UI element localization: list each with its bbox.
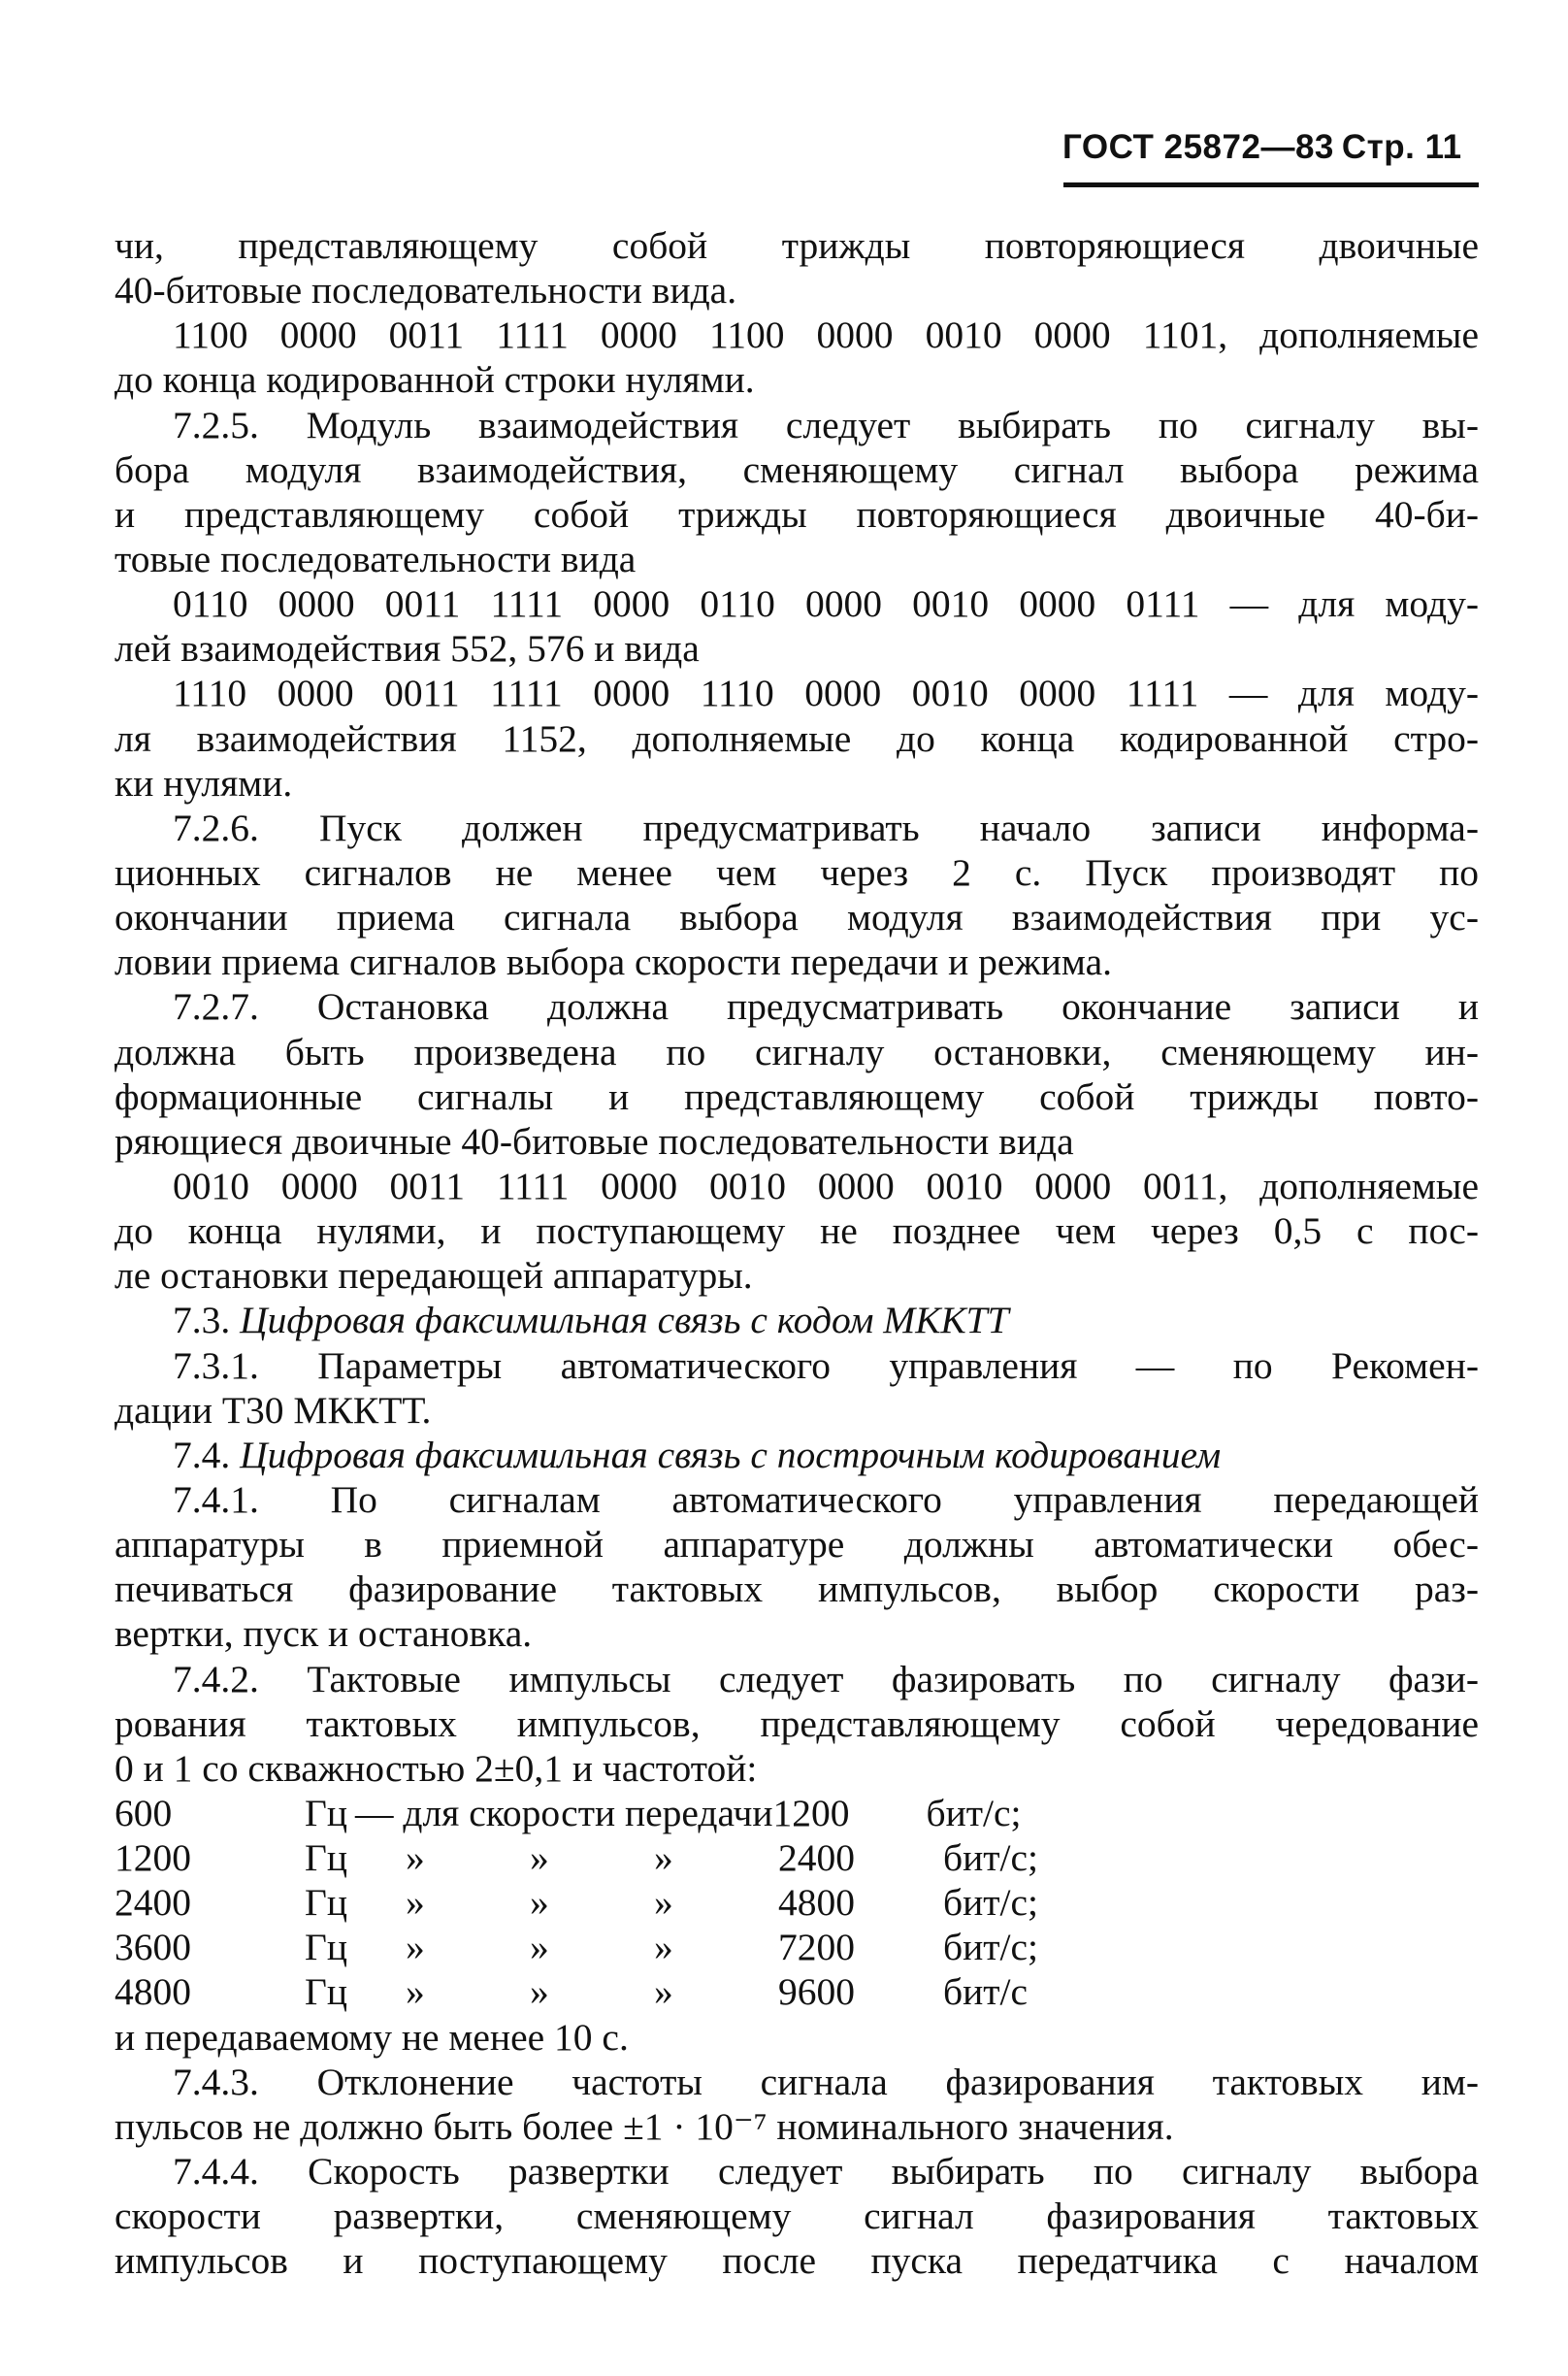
frequency-value: 3600: [114, 1926, 191, 1969]
section-7-2-5: 7.2.5. Модуль взаимодействия следует выбирать по сигналу вы-: [173, 403, 1479, 446]
text-line: ловии приема сигналов выбора скорости передачи и режима.: [114, 940, 1113, 984]
frequency-unit: Гц: [305, 1926, 347, 1969]
page-number: Стр. 11: [1341, 128, 1462, 166]
binary-sequence-line: 1100 0000 0011 1111 0000 1100 0000 0010 0000 1101, дополняемые: [173, 314, 1479, 357]
frequency-value: 1200: [114, 1836, 191, 1880]
frequency-unit: Гц: [305, 1970, 347, 2014]
ditto-mark: »: [530, 1836, 549, 1880]
ditto-mark: »: [406, 1970, 425, 2014]
table-row: [114, 1791, 1479, 1835]
header-rule: [1063, 182, 1479, 187]
standard-number: ГОСТ 25872—83: [1062, 128, 1334, 166]
ditto-mark: »: [654, 1881, 673, 1925]
text-line: печиваться фазирование тактовых импульсов, выбор скорости раз-: [114, 1568, 1479, 1611]
ditto-mark: »: [530, 1881, 549, 1925]
text-line: бора модуля взаимодействия, сменяющему сигнал выбора режима: [114, 447, 1479, 491]
frequency-value: 600: [114, 1791, 173, 1834]
ditto-mark: »: [654, 1836, 673, 1880]
ditto-mark: »: [406, 1836, 425, 1880]
section-7-4-2: 7.4.2. Тактовые импульсы следует фазировать по сигналу фази-: [173, 1657, 1479, 1700]
text-line: товые последовательности вида: [114, 537, 637, 580]
ditto-mark: »: [654, 1926, 673, 1969]
rate-unit: бит/с;: [943, 1836, 1038, 1880]
frequency-unit: Гц: [305, 1791, 347, 1834]
text-line: до конца кодированной строки нулями.: [114, 358, 755, 402]
text-line: импульсов и поступающему после пуска передатчика с началом: [114, 2239, 1479, 2283]
body-text: [114, 223, 1479, 2283]
ditto-mark: »: [530, 1926, 549, 1969]
text-line: формационные сигналы и представляющему собой трижды повто-: [114, 1074, 1479, 1118]
rate-unit: бит/с;: [926, 1791, 1022, 1834]
text-line: окончании приема сигнала выбора модуля взаимодействия при ус-: [114, 896, 1479, 940]
text-line: дации Т30 МККТТ.: [114, 1388, 432, 1432]
section-number: 7.3.: [173, 1299, 231, 1342]
text-line: ционных сигналов не менее чем через 2 с. Пуск производят по: [114, 850, 1479, 894]
rate-value: 2400: [778, 1836, 855, 1880]
ditto-mark: »: [406, 1926, 425, 1969]
frequency-unit: Гц: [305, 1836, 347, 1880]
binary-sequence-line: 0110 0000 0011 1111 0000 0110 0000 0010 0000 0111 — для моду-: [173, 582, 1479, 626]
frequency-value: 4800: [114, 1970, 191, 2014]
section-7-2-7: 7.2.7. Остановка должна предусматривать окончание записи и: [173, 985, 1479, 1029]
text-line: и представляющему собой трижды повторяющиеся двоичные 40-би-: [114, 492, 1479, 536]
text-line: чи, представляющему собой трижды повторяющиеся двоичные: [114, 224, 1479, 267]
text-line: 0 и 1 со скважностью 2±0,1 и частотой:: [114, 1746, 758, 1790]
rate-value: 7200: [778, 1926, 855, 1969]
frequency-table: [114, 1791, 1479, 2015]
text-line: рования тактовых импульсов, представляющему собой чередование: [114, 1701, 1479, 1745]
rate-value: 1200: [772, 1791, 850, 1834]
page-header: [1062, 128, 1462, 167]
section-title: Цифровая факсимильная связь с построчным кодированием: [240, 1433, 1222, 1476]
text-line: ки нулями.: [114, 761, 293, 805]
rate-value: 9600: [778, 1970, 855, 2014]
rate-value: 4800: [778, 1881, 855, 1925]
section-7-4-heading: [114, 1433, 1479, 1477]
table-row: [114, 1880, 1479, 1925]
table-row: [114, 1835, 1479, 1880]
rate-unit: бит/с;: [943, 1926, 1038, 1969]
section-number: 7.4.: [173, 1433, 231, 1476]
text-line: аппаратуры в приемной аппаратуре должны автоматически обес-: [114, 1523, 1479, 1567]
rate-unit: бит/с: [943, 1970, 1029, 2014]
text-line: и передаваемому не менее 10 с.: [114, 2015, 629, 2059]
text-line: до конца нулями, и поступающему не позднее чем через 0,5 с пос-: [114, 1209, 1479, 1253]
section-7-4-4: 7.4.4. Скорость развертки следует выбирать по сигналу выбора: [173, 2150, 1479, 2194]
text-line: должна быть произведена по сигналу остановки, сменяющему ин-: [114, 1030, 1479, 1073]
ditto-mark: »: [654, 1970, 673, 2014]
text-line: ряющиеся двоичные 40-битовые последовательности вида: [114, 1119, 1074, 1163]
frequency-unit: Гц: [305, 1881, 347, 1925]
text-line: лей взаимодействия 552, 576 и вида: [114, 627, 700, 671]
text-line: вертки, пуск и остановка.: [114, 1612, 533, 1656]
text-line: ля взаимодействия 1152, дополняемые до конца кодированной стро-: [114, 716, 1479, 760]
rate-description: — для скорости передачи: [354, 1791, 773, 1834]
ditto-mark: »: [530, 1970, 549, 2014]
section-7-4-1: 7.4.1. По сигналам автоматического управления передающей: [173, 1477, 1479, 1521]
section-title: Цифровая факсимильная связь с кодом МККТТ: [240, 1299, 1009, 1342]
section-7-2-6: 7.2.6. Пуск должен предусматривать начало записи информа-: [173, 806, 1479, 849]
frequency-value: 2400: [114, 1881, 191, 1925]
section-7-3-heading: [114, 1298, 1479, 1342]
section-7-3-1: 7.3.1. Параметры автоматического управления — по Рекомен-: [173, 1343, 1479, 1387]
text-line: пульсов не должно быть более ±1 · 10⁻⁷ номинального значения.: [114, 2104, 1174, 2148]
binary-sequence-line: 1110 0000 0011 1111 0000 1110 0000 0010 0000 1111 — для моду-: [173, 672, 1479, 715]
rate-unit: бит/с;: [943, 1881, 1038, 1925]
section-7-4-3: 7.4.3. Отклонение частоты сигнала фазирования тактовых им-: [173, 2060, 1479, 2103]
table-row: [114, 1925, 1479, 1969]
text-line: ле остановки передающей аппаратуры.: [114, 1254, 753, 1298]
table-row: [114, 1969, 1479, 2014]
text-line: скорости развертки, сменяющему сигнал фазирования тактовых: [114, 2194, 1479, 2238]
binary-sequence-line: 0010 0000 0011 1111 0000 0010 0000 0010 0000 0011, дополняемые: [173, 1164, 1479, 1207]
ditto-mark: »: [406, 1881, 425, 1925]
text-line: 40-битовые последовательности вида.: [114, 269, 737, 313]
